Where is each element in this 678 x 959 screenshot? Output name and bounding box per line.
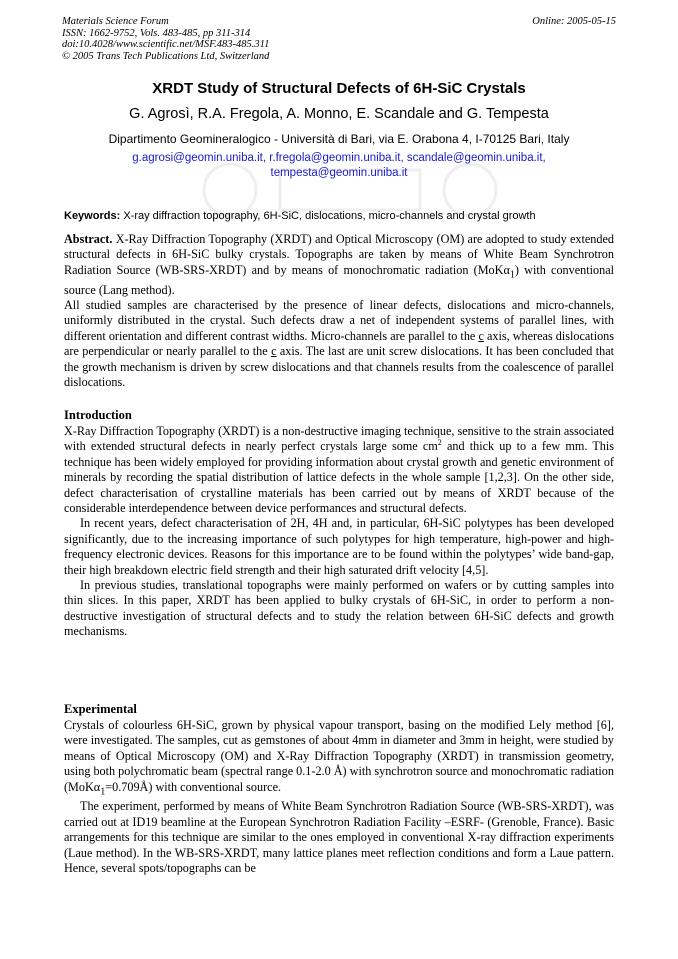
body-paragraph: The experiment, performed by means of White Beam Synchrotron Radiation Source (WB-SRS-XRDT), was carried out at ID19 beamline at the European Synchrotron Radiation Facility –ESRF- (Grenoble, France). Basic arrangements for this technique are similar to the ones employed in conventional X-ray diffraction experiments (Laue method). In the WB-SRS-XRDT, many lattice planes meet reflection conditions and form a Laue pattern. Hence, several spots/topographs can be xyxy=(64,799,614,876)
keywords-text: X-ray diffraction topography, 6H-SiC, dislocations, micro-channels and crystal growth xyxy=(123,210,536,222)
keywords-label: Keywords: xyxy=(64,210,121,222)
section-heading-introduction: Introduction xyxy=(64,408,132,422)
subscript: 1 xyxy=(100,786,106,798)
journal-header xyxy=(62,16,269,62)
section-heading-experimental: Experimental xyxy=(64,702,137,716)
abstract-text: axis. The last are unit screw dislocations. It has been concluded that the growth mechanism is driven by screw dislocations and that channels results from the coalescence of parallel dislocations. xyxy=(64,344,614,390)
journal-name: Materials Science Forum xyxy=(62,16,169,27)
abstract-paragraph xyxy=(64,298,614,390)
email-link[interactable]: r.fregola@geomin.uniba.it, xyxy=(269,152,404,164)
online-date: Online: 2005-05-15 xyxy=(532,16,616,27)
superscript: 2 xyxy=(437,438,442,448)
body-paragraph xyxy=(64,424,614,516)
body-text: and thick up to a few mm. This technique has been widely employed for providing information about crystal growth and genetic environment of minerals by recording the spatial distribution of lattice defects in the whole sample [1,2,3]. On the other side, defect characterisation of crystalline materials has been carried out by means of XRDT because of the considerable interdependence between device performances and structural defects. xyxy=(64,439,614,516)
body-text: Crystals of colourless 6H-SiC, grown by physical vapour transport, basing on the modified Lely method [6], were investigated. The samples, cut as gemstones of about 4mm in diameter and 3mm in height, were studied by means of Optical Microscopy (OM) and X-Ray Diffraction Topography (XRDT) in transmission geometry, using both polychromatic beam (spectral range 0.1-2.0 Å) with synchrotron source and monochromatic radiation (MoKα xyxy=(64,718,614,794)
abstract xyxy=(64,232,614,391)
abstract-text: All studied samples are characterised by the presence of linear defects, dislocations and micro-channels, uniformly distributed in the crystal. Such defects draw a net of independent systems of parallel lines, with different orientation and different contrast widths. Micro-channels are parallel to the xyxy=(64,298,614,343)
subscript: 1 xyxy=(509,269,515,281)
keywords xyxy=(64,209,624,223)
doi-line[interactable]: doi:10.4028/www.scientific.net/MSF.483-485.311 xyxy=(62,39,270,51)
introduction-section xyxy=(64,424,614,640)
abstract-text: X-Ray Diffraction Topography (XRDT) and Optical Microscopy (OM) are adopted to study extended structural defects in 6H-SiC bulky crystals. Topographs are taken by means of White Beam Synchrotron Radiation Source (WB-SRS-XRDT) and by means of monochromatic radiation (MoKα xyxy=(64,232,615,277)
affiliation: Dipartimento Geomineralogico - Università di Bari, via E. Orabona 4, I-70125 Bari, Italy xyxy=(108,132,570,146)
copyright-line: © 2005 Trans Tech Publications Ltd, Switzerland xyxy=(62,50,270,62)
body-paragraph xyxy=(64,718,614,799)
experimental-section xyxy=(64,718,614,877)
body-text: X-Ray Diffraction Topography (XRDT) is a non-destructive imaging technique, sensitive to the strain associated with extended structural defects in nearly perfect crystals large some cm xyxy=(64,424,614,454)
abstract-text: axis, whereas dislocations are perpendicular or nearly parallel to the xyxy=(64,328,615,359)
axis-symbol: c xyxy=(271,344,277,359)
abstract-paragraph xyxy=(64,232,614,298)
abstract-label: Abstract. xyxy=(64,232,113,246)
paper-title: XRDT Study of Structural Defects of 6H-SiC Crystals xyxy=(152,80,526,97)
abstract-text: ) with conventional source (Lang method). xyxy=(64,262,614,297)
axis-symbol: c xyxy=(478,328,484,343)
author-list: G. Agrosì, R.A. Fregola, A. Monno, E. Scandale and G. Tempesta xyxy=(129,106,549,122)
email-link[interactable]: scandale@geomin.uniba.it, xyxy=(406,152,546,164)
email-link[interactable]: tempesta@geomin.uniba.it xyxy=(270,167,408,179)
email-link[interactable]: g.agrosi@geomin.uniba.it, xyxy=(132,152,267,164)
body-paragraph: In recent years, defect characterisation of 2H, 4H and, in particular, 6H-SiC polytypes has been developed significantly, due to the increasing importance of such polytypes for high temperature, high-power and high-frequency electronic devices. Reasons for this importance are to be found within the polytypes’ wide band-gap, their high breakdown electric field strength and their high saturated drift velocity [4,5]. xyxy=(64,516,614,577)
body-paragraph: In previous studies, translational topographs were mainly performed on wafers or by cutting samples into thin slices. In this paper, XRDT has been applied to bulky crystals of 6H-SiC, in order to perform a non-destructive investigation of structural defects and to study the relation between 6H-SiC defects and growth mechanisms. xyxy=(64,578,614,639)
issn-line: ISSN: 1662-9752, Vols. 483-485, pp 311-314 xyxy=(62,27,251,39)
body-text: =0.709Å) with conventional source. xyxy=(105,779,282,794)
email-list xyxy=(90,151,588,181)
